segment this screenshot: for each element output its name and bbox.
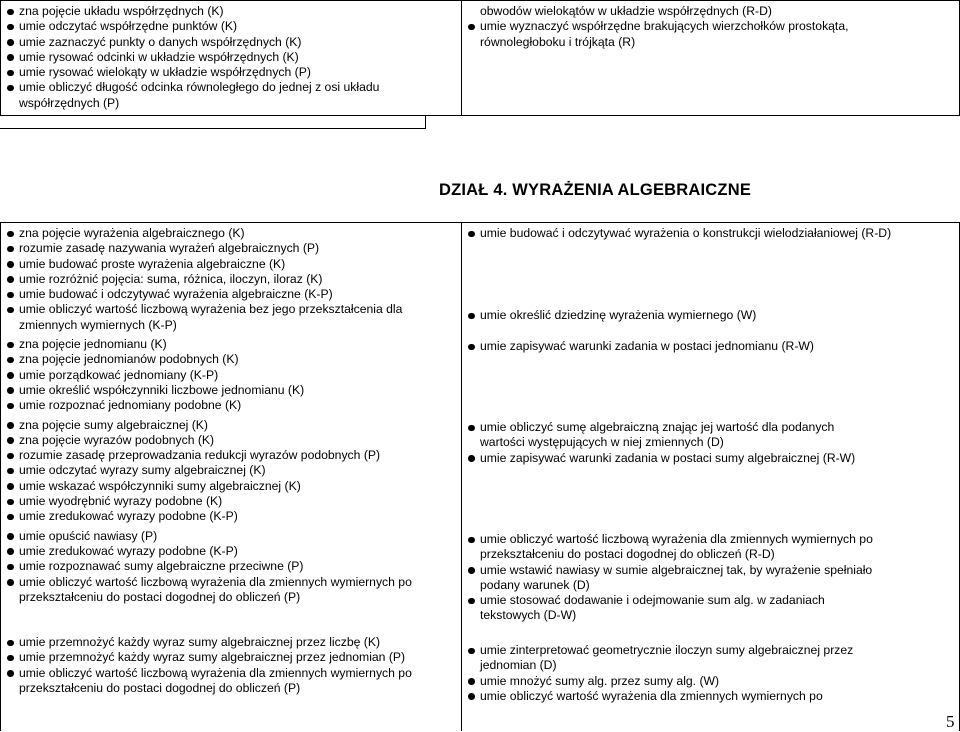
list-item: umie budować proste wyrażenia algebraiczne (K) <box>5 257 457 272</box>
top-left-cell <box>1 1 462 115</box>
top-right-cell <box>462 1 959 115</box>
list-item: umie wskazać współczynniki sumy algebraicznej (K) <box>5 479 457 494</box>
list-item: umie zaznaczyć punkty o danych współrzędnych (K) <box>5 35 457 50</box>
list-item: zna pojęcie wyrazów podobnych (K) <box>5 433 457 448</box>
list-item: umie budować i odczytywać wyrażenia algebraiczne (K-P) <box>5 287 457 302</box>
list-item: umie przemnożyć każdy wyraz sumy algebraicznej przez jednomian (P) <box>5 650 457 665</box>
list-item: umie obliczyć sumę algebraiczną znając jej wartość dla podanych wartości występujących w niej zmiennych (D) <box>466 420 875 451</box>
list-item: umie opuścić nawiasy (P) <box>5 529 457 544</box>
list-item-continuation: obwodów wielokątów w układzie współrzędnych (R-D) <box>480 4 772 18</box>
left-group-3 <box>5 418 457 525</box>
list-item: umie rozpoznawać sumy algebraiczne przeciwne (P) <box>5 559 457 574</box>
list-item: umie obliczyć wartość liczbową wyrażenia dla zmiennych wymiernych po przekształceniu do postaci dogodnej do obliczeń (P) <box>5 575 457 606</box>
list-item: zna pojęcie układu współrzędnych (K) <box>5 4 457 19</box>
list-item: umie obliczyć wartość liczbową wyrażenia bez jego przekształcenia dla zmiennych wymiernych (K-P) <box>5 302 457 333</box>
right-group-2 <box>466 308 955 323</box>
list-item: zna pojęcie jednomianu (K) <box>5 337 457 352</box>
top-right-list <box>466 4 955 50</box>
main-table <box>0 222 960 731</box>
list-item: umie odczytać wyrazy sumy algebraicznej (K) <box>5 463 457 478</box>
top-left-list <box>5 4 457 111</box>
list-item: umie określić dziedzinę wyrażenia wymiernego (W) <box>466 308 955 323</box>
list-item: rozumie zasadę przeprowadzania redukcji wyrazów podobnych (P) <box>5 448 457 463</box>
list-item: rozumie zasadę nazywania wyrażeń algebraicznych (P) <box>5 241 457 256</box>
list-item: umie zredukować wyrazy podobne (K-P) <box>5 509 457 524</box>
list-item: umie rozpoznać jednomiany podobne (K) <box>5 398 457 413</box>
list-item: umie zinterpretować geometrycznie iloczyn sumy algebraicznej przez jednomian (D) <box>466 643 869 674</box>
list-item: umie porządkować jednomiany (K-P) <box>5 368 457 383</box>
list-item: umie obliczyć długość odcinka równoległego do jednej z osi układu współrzędnych (P) <box>5 80 457 111</box>
left-group-5 <box>5 635 457 696</box>
list-item: umie rysować wielokąty w układzie współrzędnych (P) <box>5 65 457 80</box>
list-item: umie mnożyć sumy alg. przez sumy alg. (W) <box>466 674 869 689</box>
list-item: umie zapisywać warunki zadania w postaci sumy algebraicznej (R-W) <box>466 451 875 466</box>
list-item: umie określić współczynniki liczbowe jednomianu (K) <box>5 383 457 398</box>
left-group-4 <box>5 529 457 605</box>
list-item: umie odczytać współrzędne punktów (K) <box>5 19 457 34</box>
list-item: umie rysować odcinki w układzie współrzędnych (K) <box>5 50 457 65</box>
list-item: zna pojęcie wyrażenia algebraicznego (K) <box>5 226 457 241</box>
right-group-1 <box>466 226 899 241</box>
list-item: umie stosować dodawanie i odejmowanie sum alg. w zadaniach tekstowych (D-W) <box>466 593 879 624</box>
list-item: umie wyznaczyć współrzędne brakujących wierzchołków prostokąta, równoległoboku i trójkąta (R) <box>466 19 955 50</box>
left-group-1 <box>5 226 457 333</box>
list-item: zna pojęcie jednomianów podobnych (K) <box>5 352 457 367</box>
list-item: umie przemnożyć każdy wyraz sumy algebraicznej przez liczbę (K) <box>5 635 457 650</box>
right-group-4 <box>466 420 875 466</box>
right-group-3 <box>466 339 955 354</box>
list-item: umie obliczyć wartość wyrażenia dla zmiennych wymiernych po <box>466 689 869 704</box>
right-group-5 <box>466 532 879 624</box>
left-group-2 <box>5 337 457 413</box>
page-number: 5 <box>946 712 955 731</box>
top-table-bottom-line <box>0 115 426 129</box>
list-item: umie obliczyć wartość liczbową wyrażenia dla zmiennych wymiernych po przekształceniu do postaci dogodnej do obliczeń (R-D) <box>466 532 879 563</box>
list-item: umie budować i odczytywać wyrażenia o konstrukcji wielodziałaniowej (R-D) <box>466 226 899 241</box>
list-item: umie obliczyć wartość liczbową wyrażenia dla zmiennych wymiernych po przekształceniu do postaci dogodnej do obliczeń (P) <box>5 666 457 697</box>
top-table <box>0 0 960 116</box>
main-left-cell <box>1 223 462 731</box>
list-item: umie rozróżnić pojęcia: suma, różnica, iloczyn, iloraz (K) <box>5 272 457 287</box>
list-item: umie zapisywać warunki zadania w postaci jednomianu (R-W) <box>466 339 955 354</box>
list-item: umie zredukować wyrazy podobne (K-P) <box>5 544 457 559</box>
list-item: zna pojęcie sumy algebraicznej (K) <box>5 418 457 433</box>
right-group-6 <box>466 643 869 704</box>
list-item: umie wstawić nawiasy w sumie algebraicznej tak, by wyrażenie spełniało podany warunek (D) <box>466 563 879 594</box>
section-heading: DZIAŁ 4. WYRAŻENIA ALGEBRAICZNE <box>438 181 752 199</box>
list-item: umie wyodrębnić wyrazy podobne (K) <box>5 494 457 509</box>
main-right-cell <box>462 223 959 731</box>
